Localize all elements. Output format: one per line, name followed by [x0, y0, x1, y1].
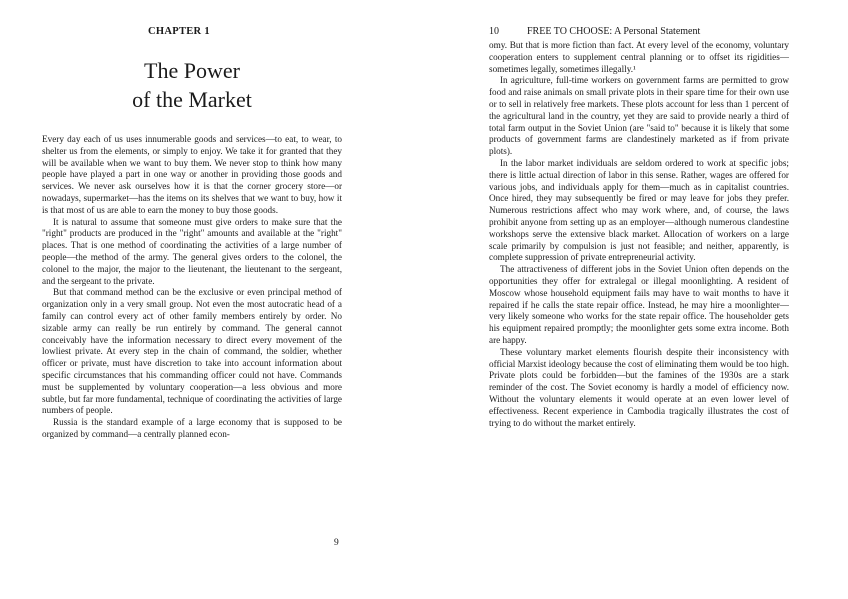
page-number: 9: [334, 538, 339, 548]
paragraph: Russia is the standard example of a large economy that is supposed to be organized by command—a centrally planned econ-: [42, 417, 342, 439]
chapter-title: [40, 56, 344, 114]
paragraph: Every day each of us uses innumerable goods and services—to eat, to wear, to shelter us from the elements, or simply to enjoy. We take it for granted that they will be available when we want to buy them. We never stop to think how many people have played a part in one way or another in providing those goods and services. We never ask ourselves how it is that the corner grocery store—or nowadays, supermarket—has the items on its shelves that we want to buy, how it is that most of us are able to earn the money to buy those goods.: [42, 134, 342, 215]
paragraph: These voluntary market elements flourish despite their inconsistency with official Marxist ideology because the cost of eliminating them would be too high. Private plots could be forbidden—but the famines of the 1930s are a stark reminder of the cost. The Soviet economy is hardly a model of efficiency now. Without the voluntary elements it would operate at an even lower level of effectiveness. Recent experience in Cambodia tragically illustrates the cost of trying to do without the market entirely.: [489, 346, 789, 428]
paragraph: The attractiveness of different jobs in the Soviet Union often depends on the opportunities they offer for extralegal or illegal moonlighting. A resident of Moscow whose household equipment fails may have to wait months to have it repaired if he calls the state repair office. Instead, he may hire a moonlighter—very likely someone who works for the state repair office. The householder gets his equipment repaired promptly; the moonlighter gets some extra income. Both are happy.: [489, 264, 789, 345]
chapter-title-line-1: The Power: [144, 58, 240, 83]
chapter-title-line-2: of the Market: [132, 87, 252, 112]
paragraph: In agriculture, full-time workers on government farms are permitted to grow food and raise animals on small private plots in their spare time for their own use or to sell in relatively free markets. These plots account for less than 1 percent of the agricultural land in the country, yet they are said to provide nearly a third of total farm output in the Soviet Union (are "said to" because it is likely that some products of government farms are clandestinely marketed as if from private plots).: [489, 75, 789, 157]
right-body-text: [489, 40, 789, 429]
paragraph: In the labor market individuals are seldom ordered to work at specific jobs; there is little actual direction of labor in this sense. Rather, wages are offered for various jobs, and individuals apply for them—much as in capitalist countries. Once hired, they may subsequently be fired or may leave for jobs they prefer. Numerous restrictions affect who may work where, and, of course, the laws prohibit anyone from setting up as an employer—although numerous clandestine workshops serve the extensive black market. Allocation of workers on a large scale primarily by compulsion is just not feasible; and neither, apparently, is complete suppression of private entrepreneurial activity.: [489, 157, 789, 263]
running-head-title: FREE TO CHOOSE: A Personal Statement: [527, 26, 701, 37]
chapter-label: CHAPTER 1: [148, 26, 210, 37]
paragraph: But that command method can be the exclusive or even principal method of organization only in a very small group. Not even the most autocratic head of a family can control every act of other family members entirely by order. No sizable army can really be run entirely by command. The general cannot conceivably have the information necessary to direct every movement of the lowliest private. At every step in the chain of command, the soldier, whether officer or private, must have discretion to take into account information about specific circumstances that his commanding officer could not have. Commands must be supplemented by voluntary cooperation—a less obvious and more subtle, but far more fundamental, technique of coordinating the activities of large numbers of people.: [42, 287, 342, 416]
right-page: [424, 0, 848, 599]
paragraph: It is natural to assume that someone must give orders to make sure that the "right" products are produced in the "right" amounts and available at the "right" places. That is one method of coordinating the activities of a large number of people—the method of the army. The general gives orders to the colonel, the colonel to the major, the major to the lieutenant, the lieutenant to the sergeant, and the sergeant to the private.: [42, 216, 342, 286]
running-head: [489, 26, 789, 37]
paragraph: omy. But that is more fiction than fact. At every level of the economy, voluntary cooperation enters to supplement central planning or to offset its rigidities—sometimes legally, sometimes illegally.¹: [489, 40, 789, 74]
left-body-text: [42, 134, 342, 441]
page-number: 10: [489, 26, 499, 37]
